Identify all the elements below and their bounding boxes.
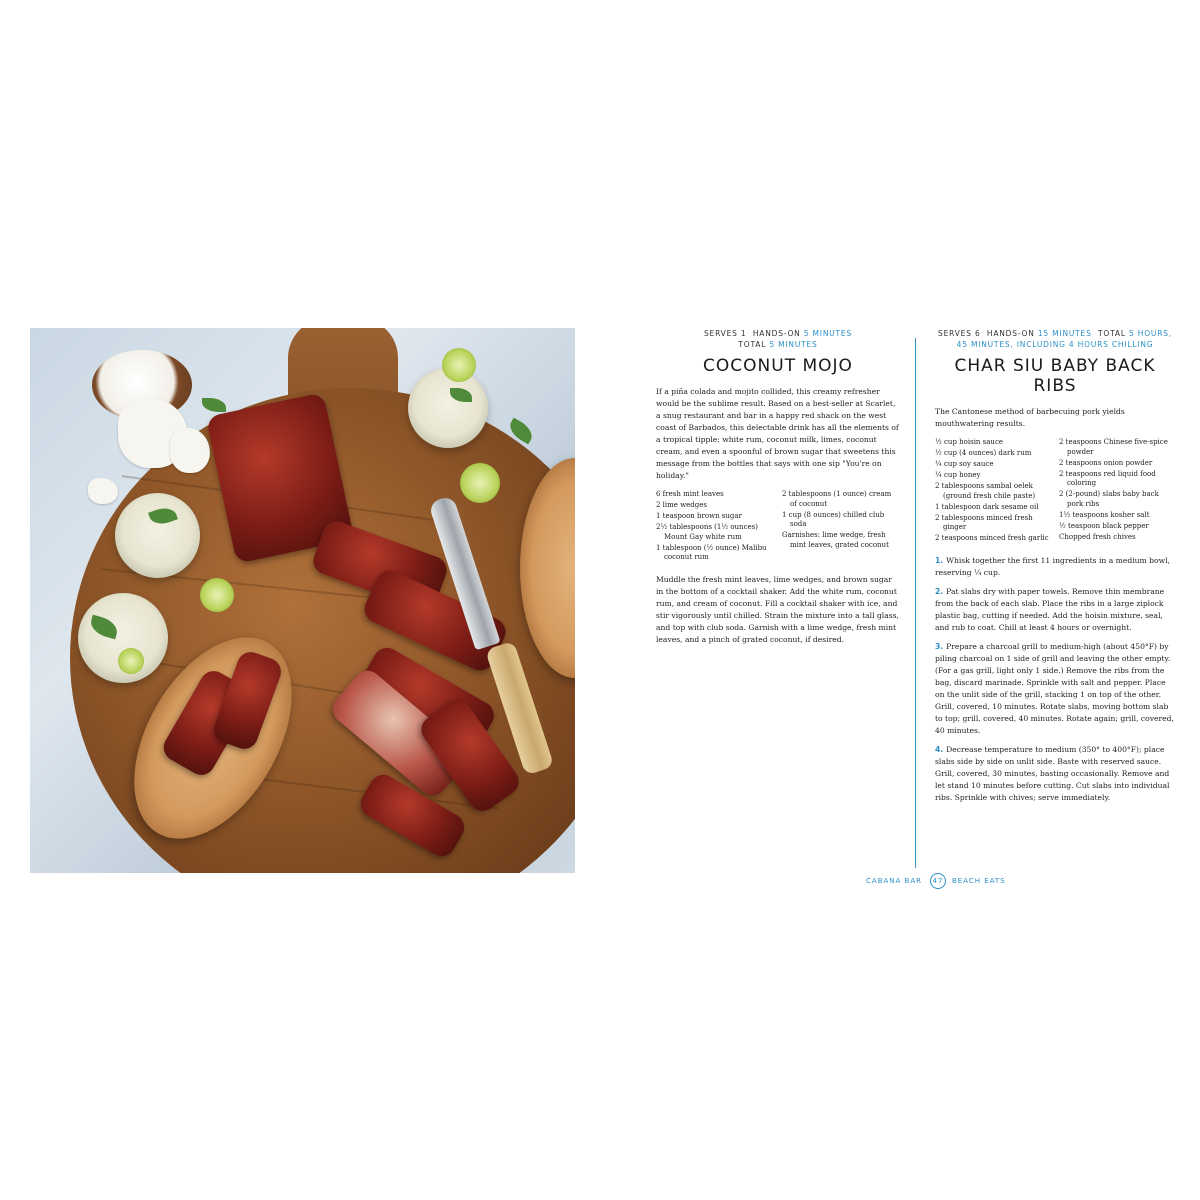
ingredient: 2 (2-pound) slabs baby back pork ribs bbox=[1059, 490, 1159, 508]
lime-wedge bbox=[460, 463, 500, 503]
step-text: Decrease temperature to medium (350° to 400°F); place slabs side by side on unlit side. Baste with reserved sauce. Grill, covered, 30 minutes, basting occasionally. Remove and let stand 10 minutes before cutting. Cut slabs into individual ribs. Sprinkle with chives; serve immediately. bbox=[935, 745, 1170, 802]
ingredient: 2 teaspoons Chinese five-spice powder bbox=[1059, 438, 1168, 456]
recipe-method: Muddle the fresh mint leaves, lime wedges, and brown sugar in the bottom of a cocktail shaker. Add the white rum, coconut rum, and cream of coconut. Fill a cocktail shaker with ice, and stir vigorously until chilled. Strain the mixture into a tall glass, and top with club soda. Garnish with a lime wedge, fresh mint leaves, and a pinch of grated coconut, if desired. bbox=[656, 575, 899, 644]
ingredient: 1 tablespoon (½ ounce) Malibu coconut rum bbox=[656, 543, 767, 561]
lime-wedge bbox=[118, 648, 144, 674]
step-number: 4. bbox=[935, 745, 944, 754]
book-spread bbox=[30, 328, 1175, 885]
hands-on-label: HANDS-ON bbox=[752, 329, 801, 338]
cocktail-glass bbox=[408, 368, 488, 448]
hands-on-label: HANDS-ON bbox=[986, 329, 1035, 338]
ingredient: 1 teaspoon brown sugar bbox=[656, 512, 742, 520]
hands-on-time: 15 MINUTES bbox=[1037, 329, 1092, 338]
recipe-meta bbox=[935, 328, 1175, 350]
ingredient: 2½ tablespoons (1½ ounces) Mount Gay white rum bbox=[656, 523, 758, 541]
recipe-step bbox=[935, 586, 1175, 634]
step-text: Prepare a charcoal grill to medium-high (about 450°F) by piling charcoal on 1 side of grill and leaving the other empty. (For a gas grill, light only 1 side.) Remove the ribs from the bag, discard marinade. Sprinkle with salt and pepper. Place on the unlit side of the grill, stacking 1 on top of the other. Grill, covered, 10 minutes. Rotate slabs, moving bottom slab to top; grill, covered, 40 minutes. Rotate again; grill, covered, 40 minutes. bbox=[935, 642, 1174, 735]
ingredient: 2 tablespoons sambal oelek (ground fresh chile paste) bbox=[935, 482, 1036, 500]
ingredient: 2 teaspoons red liquid food coloring bbox=[1059, 469, 1156, 487]
ingredient: 1½ teaspoons kosher salt bbox=[1059, 510, 1150, 519]
ingredient: 1 tablespoon dark sesame oil bbox=[935, 502, 1039, 511]
ingredient: ½ teaspoon black pepper bbox=[1059, 521, 1149, 530]
total-label: TOTAL bbox=[738, 340, 767, 349]
step-text: Pat slabs dry with paper towels. Remove thin membrane from the back of each slab. Place the ribs in a large ziplock plastic bag, cutting if needed. Add the hoisin mixture, seal, and rub to coat. Chill at least 4 hours or overnight. bbox=[935, 587, 1165, 632]
serves: SERVES 1 bbox=[703, 329, 747, 338]
ingredients-col-2 bbox=[1059, 438, 1175, 545]
ingredients-col-1 bbox=[935, 438, 1051, 545]
hands-on-time: 5 MINUTES bbox=[803, 329, 853, 338]
ingredients-col-1 bbox=[656, 490, 774, 564]
recipe-step bbox=[935, 555, 1175, 579]
char-siu-ribs-recipe bbox=[935, 328, 1175, 811]
page-folio bbox=[840, 873, 1040, 889]
coconut-mojo-recipe bbox=[656, 328, 900, 653]
recipe-intro: The Cantonese method of barbecuing pork yields mouthwatering results. bbox=[935, 407, 1125, 428]
ingredient: ¼ cup soy sauce bbox=[935, 460, 994, 468]
page-number: 47 bbox=[930, 873, 946, 889]
ingredients bbox=[656, 490, 900, 564]
ingredient: 2 teaspoons minced fresh garlic bbox=[935, 534, 1049, 542]
ingredient: 1 cup (8 ounces) chilled club soda bbox=[782, 510, 885, 528]
coconut-flake bbox=[88, 478, 118, 504]
coconut-flake bbox=[170, 428, 210, 473]
recipe-intro: If a piña colada and mojito collided, this creamy refresher would be the sublime result. Based on a best-seller at Scarlet, a snug restaurant and bar in a happy red shack on the west coast of Barbados, this delectable drink has all the elements of a tropical tipple: white rum, coconut milk, limes, coconut cream, and even a spoonful of brown sugar that sweetens this message from the bottles that says with one sip "You're on holiday." bbox=[656, 387, 899, 480]
recipe-title: COCONUT MOJO bbox=[703, 356, 853, 376]
step-text: Whisk together the first 11 ingredients in a medium bowl, reserving ¼ cup. bbox=[935, 556, 1170, 577]
ingredient: Garnishes: lime wedge, fresh mint leaves, grated coconut bbox=[782, 531, 889, 549]
step-number: 2. bbox=[935, 587, 944, 596]
recipe-step bbox=[935, 641, 1175, 737]
ingredients-col-2 bbox=[782, 490, 900, 564]
recipe-title: CHAR SIU BABY BACK RIBS bbox=[954, 356, 1156, 396]
total-time-detail: 45 MINUTES, INCLUDING 4 HOURS CHILLING bbox=[956, 340, 1154, 349]
ingredient: ½ cup hoisin sauce bbox=[935, 438, 1004, 446]
section-name: CABANA BAR bbox=[866, 877, 922, 885]
mint-leaf bbox=[202, 398, 226, 412]
ingredient: 2 lime wedges bbox=[656, 501, 707, 509]
ingredients bbox=[935, 438, 1175, 545]
column-divider bbox=[915, 338, 916, 868]
lime-wedge bbox=[200, 578, 234, 612]
chapter-name: BEACH EATS bbox=[952, 877, 1006, 885]
total-time: 5 MINUTES bbox=[769, 340, 818, 349]
step-number: 1. bbox=[935, 556, 944, 565]
total-label: TOTAL bbox=[1098, 329, 1126, 338]
recipe-step bbox=[935, 744, 1175, 804]
ingredient: 2 tablespoons (1 ounce) cream of coconut bbox=[782, 490, 892, 508]
total-time: 5 HOURS, bbox=[1129, 329, 1172, 338]
ingredient: 2 tablespoons minced fresh ginger bbox=[935, 513, 1033, 531]
serves: SERVES 6 bbox=[938, 329, 981, 338]
ingredient: ½ cup (4 ounces) dark rum bbox=[935, 449, 1032, 457]
ingredient: 6 fresh mint leaves bbox=[656, 490, 724, 498]
ingredient: Chopped fresh chives bbox=[1059, 532, 1136, 541]
ingredient: ¼ cup honey bbox=[935, 471, 981, 479]
ingredient: 2 teaspoons onion powder bbox=[1059, 458, 1153, 467]
lime-wedge bbox=[442, 348, 476, 382]
food-photo bbox=[30, 328, 575, 873]
cocktail-glass bbox=[115, 493, 200, 578]
recipe-meta bbox=[656, 328, 900, 350]
step-number: 3. bbox=[935, 642, 944, 651]
